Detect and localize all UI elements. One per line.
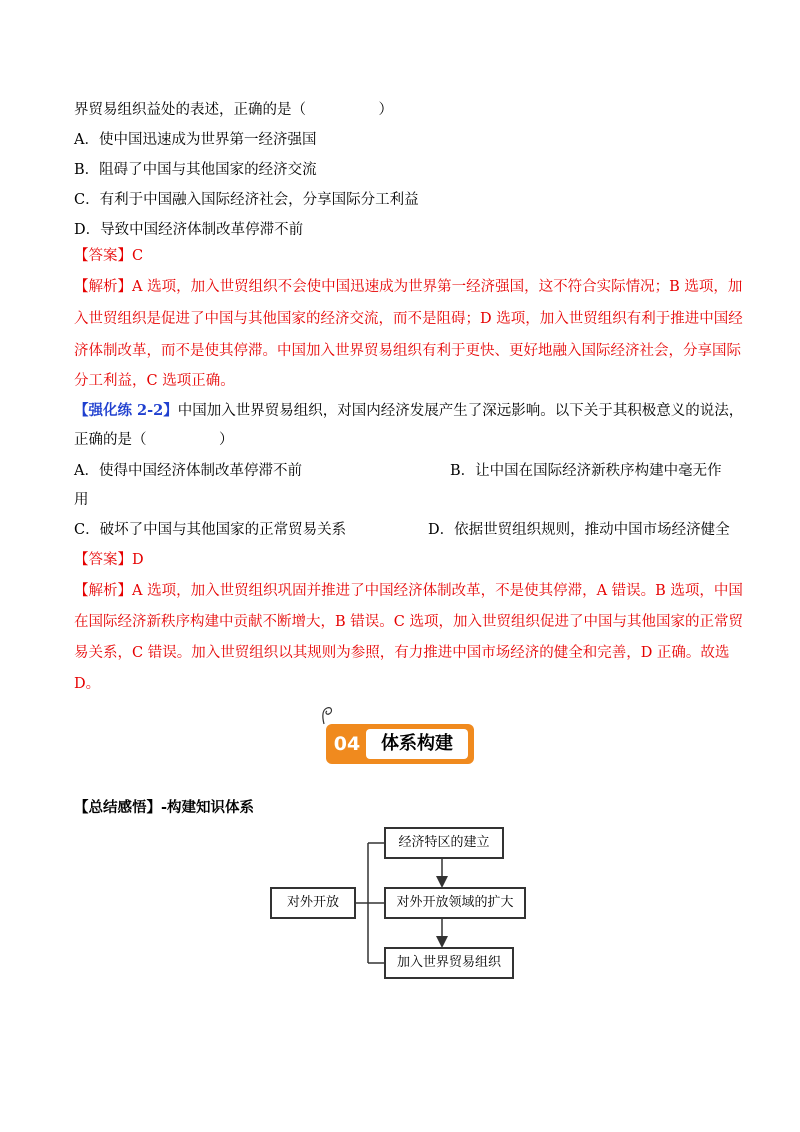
diagram-root-node: 对外开放 (270, 887, 356, 919)
q2-analysis-line-2: 在国际经济新秩序构建中贡献不断增大，B 错误。C 选项，加入世贸组织促进了中国与其他国家的正常贸 (74, 614, 743, 630)
section-title: 体系构建 (366, 729, 468, 759)
q2-analysis-label: 【解析】 (74, 583, 132, 599)
q1-analysis-line-3: 济体制改革，而不是使其停滞。中国加入世界贸易组织有利于更快、更好地融入国际经济社会，分享国际 (74, 343, 741, 359)
q2-analysis-text-1: A 选项，加入世贸组织巩固并推进了中国经济体制改革，不是使其停滞，A 错误。B 选项，中国 (132, 583, 743, 599)
q2-option-c: C．破坏了中国与其他国家的正常贸易关系 (74, 522, 347, 538)
q2-analysis-line-3: 易关系，C 错误。加入世贸组织以其规则为参照，有力推进中国市场经济的健全和完善，D 正确。故选 (74, 645, 730, 661)
q2-analysis-line-4: D。 (74, 676, 101, 692)
q1-analysis-label: 【解析】 (74, 279, 132, 295)
summary-label: 【总结感悟】 (74, 800, 161, 816)
q1-option-a: A．使中国迅速成为世界第一经济强国 (74, 132, 317, 148)
q2-answer-label: 【答案】 (74, 552, 132, 568)
q2-tag: 【强化练 2-2】 (74, 402, 178, 419)
diagram-node-wto: 加入世界贸易组织 (384, 947, 514, 979)
q1-answer-value: C (132, 248, 144, 264)
q1-analysis-text-1: A 选项，加入世贸组织不会使中国迅速成为世界第一经济强国，这不符合实际情况；B 选项，加 (132, 279, 743, 295)
q2-answer-value: D (132, 552, 144, 568)
q2-option-a: A．使得中国经济体制改革停滞不前 (74, 463, 302, 479)
q1-analysis-line-4: 分工利益，C 选项正确。 (74, 373, 235, 389)
q2-stem-line-2: 正确的是（ ） (74, 432, 234, 448)
q1-option-c: C．有利于中国融入国际经济社会，分享国际分工利益 (74, 192, 419, 208)
q2-option-b: B．让中国在国际经济新秩序构建中毫无作 (450, 463, 722, 479)
q2-option-b-continued: 用 (74, 492, 89, 508)
question-stem-tail: 界贸易组织益处的表述，正确的是（ ） (74, 102, 393, 118)
diagram-node-special-zones: 经济特区的建立 (384, 827, 504, 859)
q1-option-b: B．阻碍了中国与其他国家的经济交流 (74, 162, 317, 178)
q1-option-d: D．导致中国经济体制改革停滞不前 (74, 222, 304, 238)
q1-answer-label: 【答案】 (74, 248, 132, 264)
summary-text: -构建知识体系 (161, 800, 255, 816)
q1-analysis-line-2: 入世贸组织是促进了中国与其他国家的经济交流，而不是阻碍；D 选项，加入世贸组织有利于推进中国经 (74, 311, 743, 327)
q2-stem-text-1: 中国加入世界贸易组织，对国内经济发展产生了深远影响。以下关于其积极意义的说法， (177, 403, 744, 419)
diagram-node-expansion: 对外开放领域的扩大 (384, 887, 526, 919)
q2-option-d: D．依据世贸组织规则，推动中国市场经济健全 (428, 522, 730, 538)
section-number: 04 (333, 733, 361, 755)
